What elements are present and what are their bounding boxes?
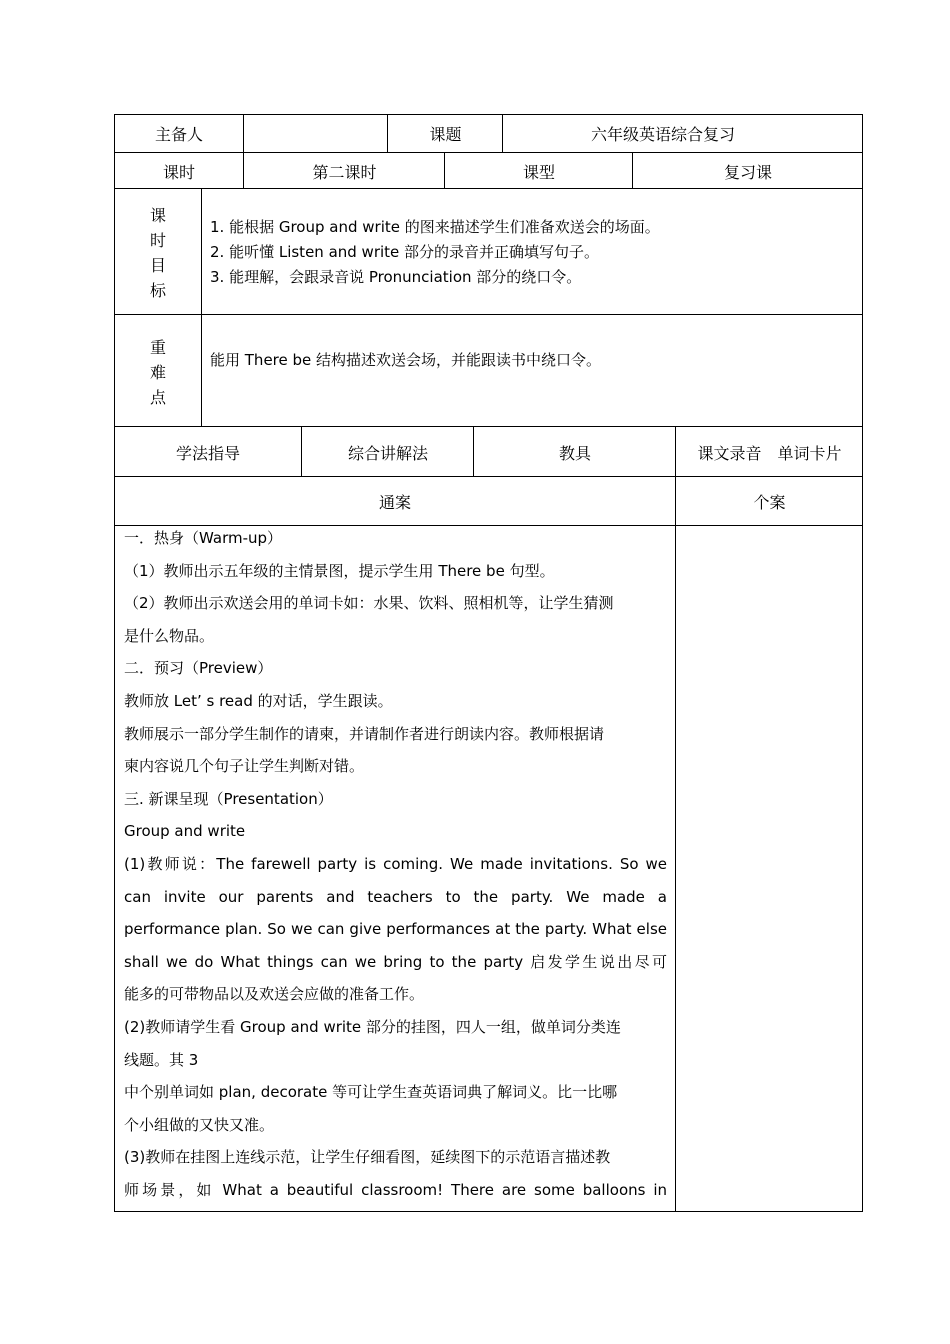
content-line: can invite our parents and teachers to the party. We made a (124, 887, 667, 906)
content-line: (1)教师说：The farewell party is coming. We made invitations. So we (124, 854, 667, 873)
key-points-label-char: 难 (149, 363, 166, 382)
common-plan-header: 通案 (378, 493, 411, 512)
content-line: 三. 新课呈现（Presentation） (124, 789, 333, 808)
content-line: 师场景，如 What a beautiful classroom! There are some balloons in (124, 1180, 667, 1199)
goals-list (210, 215, 660, 290)
content-line: 是什么物品。 (124, 626, 215, 645)
topic-label: 课题 (429, 125, 462, 144)
lead-label: 主备人 (154, 125, 203, 144)
goal-item: 2. 能听懂 Listen and write 部分的录音并正确填写句子。 (210, 243, 600, 261)
content-line: 能多的可带物品以及欢送会应做的准备工作。 (124, 985, 425, 1004)
content-line: performance plan. So we can give performances at the party. What else (124, 920, 667, 939)
key-points-label (143, 335, 173, 410)
content-line: (3)教师在挂图上连线示范，让学生仔细看图，延续图下的示范语言描述教 (124, 1148, 611, 1167)
content-line: 二．预习（Preview） (124, 659, 273, 678)
individual-plan-header: 个案 (753, 493, 786, 512)
content-line: 线题。其 3 (124, 1050, 199, 1069)
col-divider (201, 188, 202, 427)
tools-label: 教具 (558, 443, 591, 463)
key-points-label-char: 重 (149, 338, 166, 357)
key-points-text: 能用 There be 结构描述欢送会场，并能跟读书中绕口令。 (210, 351, 602, 369)
content-line: (2)教师请学生看 Group and write 部分的挂图，四人一组，做单词分类连 (124, 1017, 621, 1036)
type-label: 课型 (522, 162, 555, 182)
content-line: 教师展示一部分学生制作的请柬，并请制作者进行朗读内容。教师根据请 (124, 724, 605, 743)
content-line: （2）教师出示欢送会用的单词卡如：水果、饮料、照相机等，让学生猜测 (124, 594, 614, 613)
goals-label-char: 课 (149, 206, 166, 225)
content-line: Group and write (124, 822, 246, 841)
content-line: 教师放 Let’ s read 的对话，学生跟读。 (124, 691, 393, 710)
goals-label (143, 203, 173, 303)
key-points-label-char: 点 (149, 388, 166, 407)
guide-label: 学法指导 (175, 443, 240, 463)
period-label: 课时 (162, 162, 195, 182)
topic-value: 六年级英语综合复习 (590, 125, 735, 144)
row-divider (114, 314, 863, 315)
lesson-content (124, 522, 667, 1206)
content-line: （1）教师出示五年级的主情景图，提示学生用 There be 句型。 (124, 561, 555, 580)
goals-label-char: 标 (149, 281, 166, 300)
goal-item: 1. 能根据 Group and write 的图来描述学生们准备欢送会的场面。 (210, 218, 660, 236)
content-line: 一．热身（Warm-up） (124, 529, 283, 547)
lead-value (244, 114, 388, 153)
content-line: 中个别单词如 plan, decorate 等可让学生查英语词典了解词义。比一比哪 (124, 1083, 618, 1102)
goals-label-char: 目 (149, 256, 166, 275)
col-divider (675, 426, 676, 1212)
content-line: 柬内容说几个句子让学生判断对错。 (124, 757, 365, 776)
period-value: 第二课时 (312, 162, 377, 182)
content-line: shall we do What things can we bring to the party 启发学生说出尽可 (124, 952, 667, 971)
type-value: 复习课 (723, 162, 772, 182)
guide-value: 综合讲解法 (347, 443, 428, 463)
tools-value: 课文录音 单词卡片 (697, 443, 842, 463)
goal-item: 3. 能理解，会跟录音说 Pronunciation 部分的绕口令。 (210, 268, 582, 286)
content-line: 个小组做的又快又准。 (124, 1115, 275, 1134)
goals-label-char: 时 (149, 231, 166, 250)
